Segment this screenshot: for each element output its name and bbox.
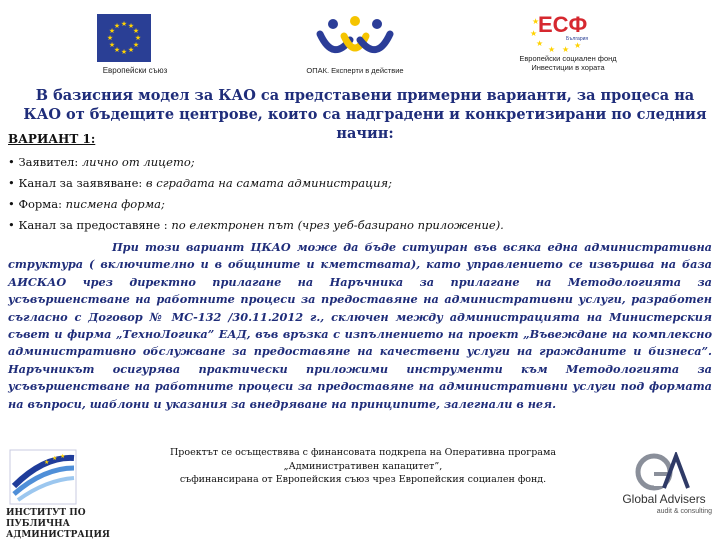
esf-mark-text: ЕСФ <box>538 12 588 37</box>
ipa-logo <box>4 446 129 540</box>
page-title: В базисния модел за КАО са представени примерни варианти, за процеса на КАО от бъдещите центрове, които са надградени и конкретизирани по следния начин: <box>23 87 707 142</box>
svg-text:★: ★ <box>108 27 116 35</box>
global-advisers-logo <box>612 452 716 536</box>
svg-text:★: ★ <box>132 27 140 35</box>
svg-text:★: ★ <box>108 41 116 49</box>
item-value: лично от лицето; <box>81 155 195 169</box>
svg-text:★: ★ <box>536 39 544 48</box>
svg-text:★: ★ <box>113 22 121 30</box>
svg-text:★: ★ <box>562 45 570 54</box>
esf-mark-icon <box>508 10 628 54</box>
ga-monogram-icon <box>612 452 716 492</box>
ipa-caption-line2: АДМИНИСТРАЦИЯ <box>6 530 110 540</box>
esf-caption-line1: Европейски социален фонд <box>519 54 617 63</box>
funding-line2: „Административен капацитет”, <box>283 460 443 472</box>
funding-line3: съфинансирана от Европейския съюз чрез Европейския социален фонд. <box>179 474 547 485</box>
svg-text:★: ★ <box>532 17 540 26</box>
item-value: по електронен път (чрез уеб-базирано приложение). <box>171 218 504 232</box>
item-value: писмена форма; <box>65 197 165 211</box>
body-paragraph: При този вариант ЦКАО може да бъде ситуиран във всяка една административна структура ( включително и в общините и кметствата), като управлението се извършва на база АИСКАО чрез директно прилагане на Наръчника за прилагане на Методологията за усъвършенстване на работните процеси за предоставяне на административни услуги, разработен съгласно с Договор № МС-132 /30.11.2012 г., сключен между администрацията на Министерския съвет и фирма „ТехноЛогика” ЕАД, във връзка с изпълнението на проект „Въвеждане на комплексно административно обслужване за предоставяне на качествени услуги на гражданите и бизнеса”. Наръчникът осигурява практически приложими инструменти към Методологията за усъвършенстване на работните процеси за предоставяне на административни услуги под формата на въпроси, шаблони и указания за внедряване на принципите, залегнали в нея. <box>8 240 712 411</box>
esf-caption <box>508 54 628 72</box>
svg-text:★: ★ <box>52 455 58 462</box>
esf-country: България <box>566 36 589 42</box>
ipa-caption-line1: ИНСТИТУТ ПО ПУБЛИЧНА <box>6 508 86 529</box>
eu-logo <box>93 14 177 88</box>
eu-caption: Европейски съюз <box>102 66 168 75</box>
svg-text:★: ★ <box>127 46 135 54</box>
opak-people-icon <box>300 14 410 64</box>
item-label: • Заявител: <box>8 155 82 169</box>
svg-text:★: ★ <box>106 34 114 42</box>
opak-logo <box>300 14 410 80</box>
item-label: • Форма: <box>8 197 66 211</box>
svg-text:★: ★ <box>574 41 582 50</box>
svg-text:★: ★ <box>120 20 128 28</box>
ipa-emblem-icon <box>4 446 84 506</box>
eu-flag-icon <box>97 14 151 62</box>
svg-text:★: ★ <box>132 41 140 49</box>
variant-list <box>8 152 712 236</box>
svg-text:★: ★ <box>548 45 556 54</box>
funding-note <box>118 446 608 487</box>
item-value: в сградата на самата администрация; <box>145 176 393 190</box>
list-item <box>8 152 712 173</box>
ga-name: Global Advisers <box>622 492 706 506</box>
svg-text:★: ★ <box>44 459 50 466</box>
svg-text:★: ★ <box>127 22 135 30</box>
svg-text:★: ★ <box>530 29 538 38</box>
svg-text:★: ★ <box>134 34 142 42</box>
variant-heading: ВАРИАНТ 1: <box>8 132 96 146</box>
esf-caption-line2: Инвестиции в хората <box>531 63 605 72</box>
ga-sub: audit & consulting <box>656 508 712 515</box>
list-item <box>8 215 712 236</box>
list-item <box>8 194 712 215</box>
ipa-caption <box>6 508 131 540</box>
opak-caption: ОПАК. Експерти в действие <box>306 66 404 75</box>
svg-text:★: ★ <box>60 453 66 460</box>
svg-text:★: ★ <box>113 46 121 54</box>
esf-logo <box>508 10 628 80</box>
list-item <box>8 173 712 194</box>
funding-line1: Проектът се осъществява с финансовата подкрепа на Оперативна програма <box>169 447 557 458</box>
item-label: • Канал за заявяване: <box>8 176 146 190</box>
svg-text:★: ★ <box>120 48 128 56</box>
item-label: • Канал за предоставяне : <box>8 218 172 232</box>
